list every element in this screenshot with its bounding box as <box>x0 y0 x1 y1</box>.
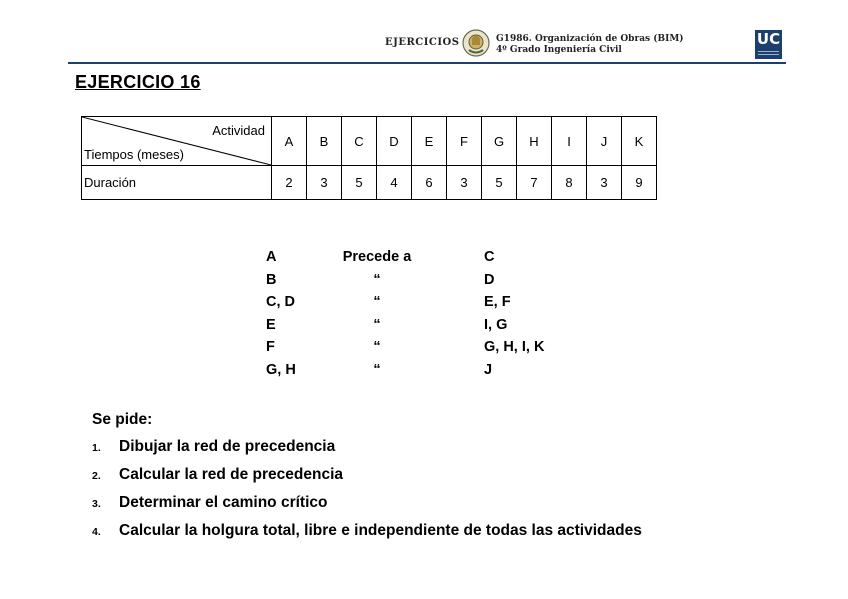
duration-cell: 5 <box>482 166 517 200</box>
item-number: 3. <box>92 498 101 510</box>
uc-logo <box>755 30 782 59</box>
header-activity: Actividad <box>212 123 265 138</box>
course-name: G1986. Organización de Obras (BIM) <box>496 34 684 44</box>
precedence-to: I, G <box>484 316 508 333</box>
activity-cell: B <box>307 117 342 166</box>
table-corner-cell <box>82 117 272 166</box>
header-divider <box>68 62 786 64</box>
precedence-relation: “ <box>373 294 381 310</box>
activity-cell: D <box>377 117 412 166</box>
activity-cell: A <box>272 117 307 166</box>
precedence-from: C, D <box>266 294 295 310</box>
precedence-from: E <box>266 316 276 333</box>
precedence-from: B <box>266 271 277 288</box>
precedence-row <box>266 249 586 272</box>
precedence-row <box>266 339 586 362</box>
duration-cell: 6 <box>412 166 447 200</box>
list-item <box>92 522 642 550</box>
activity-cell: E <box>412 117 447 166</box>
university-emblem-icon <box>461 28 491 58</box>
duration-cell: 3 <box>307 166 342 200</box>
uc-logo-text: UC <box>756 30 781 48</box>
precedence-row <box>266 317 586 340</box>
precedence-to: G, H, I, K <box>484 339 545 355</box>
activity-cell: I <box>552 117 587 166</box>
item-number: 2. <box>92 470 101 482</box>
activity-cell: G <box>482 117 517 166</box>
duration-cell: 5 <box>342 166 377 200</box>
item-text: Calcular la holgura total, libre e independiente de todas las actividades <box>119 522 642 539</box>
course-degree: 4º Grado Ingeniería Civil <box>496 45 622 55</box>
duration-cell: 2 <box>272 166 307 200</box>
activity-cell: K <box>622 117 657 166</box>
section-label: EJERCICIOS <box>385 37 460 48</box>
page-header <box>0 0 848 64</box>
list-item <box>92 438 336 466</box>
precedence-relation: “ <box>373 339 381 355</box>
duration-cell: 7 <box>517 166 552 200</box>
page-title: EJERCICIO 16 <box>75 72 201 92</box>
task-list <box>92 411 642 550</box>
precedence-row <box>266 294 586 317</box>
list-item <box>92 466 343 494</box>
duration-cell: 9 <box>622 166 657 200</box>
duration-cell: 3 <box>447 166 482 200</box>
header-times: Tiempos (meses) <box>84 147 184 162</box>
activity-cell: F <box>447 117 482 166</box>
duration-cell: 3 <box>587 166 622 200</box>
activity-cell: H <box>517 117 552 166</box>
precedence-from: A <box>266 249 277 265</box>
item-number: 4. <box>92 526 101 538</box>
table-header-row <box>82 117 657 166</box>
activity-cell: C <box>342 117 377 166</box>
item-text: Dibujar la red de precedencia <box>119 438 336 455</box>
precedence-relation: “ <box>373 316 381 333</box>
precedence-row <box>266 272 586 295</box>
course-info <box>496 34 684 56</box>
precedence-from: F <box>266 339 275 355</box>
precedence-relation: Precede a <box>342 249 412 265</box>
table-row <box>82 166 657 200</box>
precedence-to: J <box>484 361 493 378</box>
item-text: Determinar el camino crítico <box>119 494 328 511</box>
precedence-row <box>266 362 586 385</box>
precedence-to: E, F <box>484 294 511 310</box>
task-list-heading: Se pide: <box>92 411 153 428</box>
precedence-relation: “ <box>373 361 381 378</box>
activity-cell: J <box>587 117 622 166</box>
duration-table <box>81 116 657 200</box>
duration-cell: 4 <box>377 166 412 200</box>
precedence-relation: “ <box>373 271 381 288</box>
precedence-to: D <box>484 271 495 288</box>
list-item <box>92 494 328 522</box>
item-number: 1. <box>92 442 101 454</box>
precedence-from: G, H <box>266 361 296 378</box>
duration-cell: 8 <box>552 166 587 200</box>
precedence-list <box>266 249 586 384</box>
item-text: Calcular la red de precedencia <box>119 466 343 483</box>
precedence-to: C <box>484 249 495 265</box>
duration-row-label: Duración <box>82 166 272 200</box>
